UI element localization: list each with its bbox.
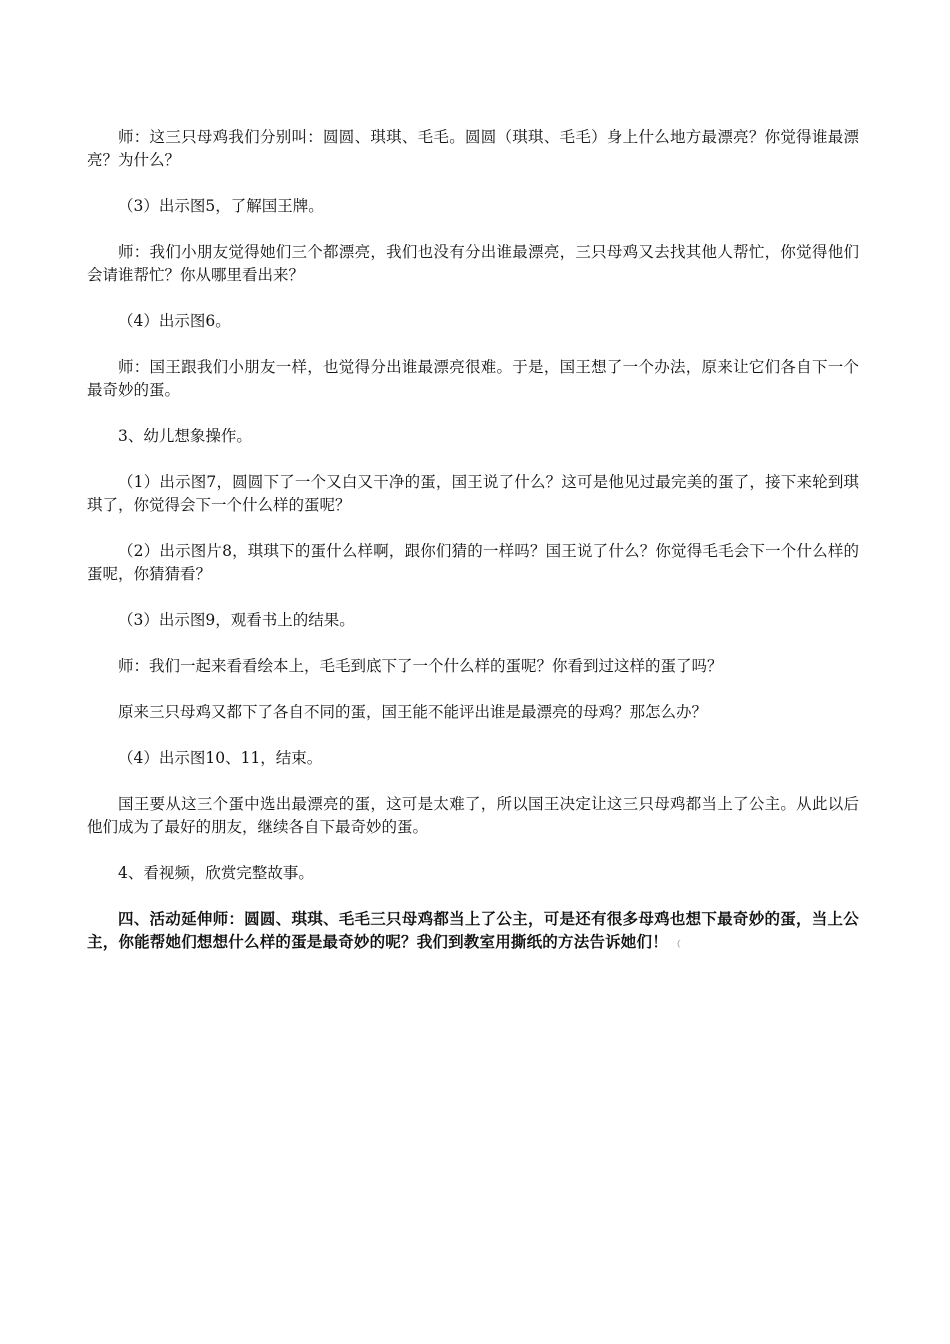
paragraph-10: 师：我们一起来看看绘本上，毛毛到底下了一个什么样的蛋呢？你看到过这样的蛋了吗？	[118, 657, 723, 675]
paragraph-extension	[87, 908, 859, 957]
extension-text: 四、活动延伸师：圆圆、琪琪、毛毛三只母鸡都当上了公主，可是还有很多母鸡也想下最奇妙的蛋，当上公主，你能帮她们想想什么样的蛋是最奇妙的呢？我们到教室用撕纸的方法告诉她们！	[87, 910, 859, 951]
paragraph-11: 原来三只母鸡又都下了各自不同的蛋，国王能不能评出谁是最漂亮的母鸡？那怎么办？	[118, 703, 708, 721]
paragraph-3: 师：我们小朋友觉得她们三个都漂亮，我们也没有分出谁最漂亮，三只母鸡又去找其他人帮忙，你觉得他们会请谁帮忙？你从哪里看出来？	[87, 243, 859, 284]
paragraph-7: （1）出示图7，圆圆下了一个又白又干净的蛋，国王说了什么？这可是他见过最完美的蛋了，接下来轮到琪琪了，你觉得会下一个什么样的蛋呢？	[87, 473, 859, 514]
document-page	[87, 126, 859, 980]
paragraph-2: （3）出示图5，了解国王牌。	[118, 197, 324, 215]
paragraph-6: 3、幼儿想象操作。	[118, 427, 252, 445]
paragraph-13: 国王要从这三个蛋中选出最漂亮的蛋，这可是太难了，所以国王决定让这三只母鸡都当上了公主。从此以后他们成为了最好的朋友，继续各自下最奇妙的蛋。	[87, 795, 859, 836]
paragraph-4: （4）出示图6。	[118, 312, 231, 330]
paragraph-5: 师：国王跟我们小朋友一样，也觉得分出谁最漂亮很难。于是，国王想了一个办法，原来让它们各自下一个最奇妙的蛋。	[87, 358, 859, 399]
paragraph-9: （3）出示图9，观看书上的结果。	[118, 611, 355, 629]
paragraph-8: （2）出示图片8，琪琪下的蛋什么样啊，跟你们猜的一样吗？国王说了什么？你觉得毛毛会下一个什么样的蛋呢，你猜猜看？	[87, 542, 859, 583]
tail-mark: （	[671, 940, 682, 950]
paragraph-1: 师：这三只母鸡我们分别叫：圆圆、琪琪、毛毛。圆圆（琪琪、毛毛）身上什么地方最漂亮？你觉得谁最漂亮？为什么？	[87, 128, 859, 169]
paragraph-14: 4、看视频，欣赏完整故事。	[118, 864, 314, 882]
paragraph-12: （4）出示图10、11，结束。	[118, 749, 323, 767]
